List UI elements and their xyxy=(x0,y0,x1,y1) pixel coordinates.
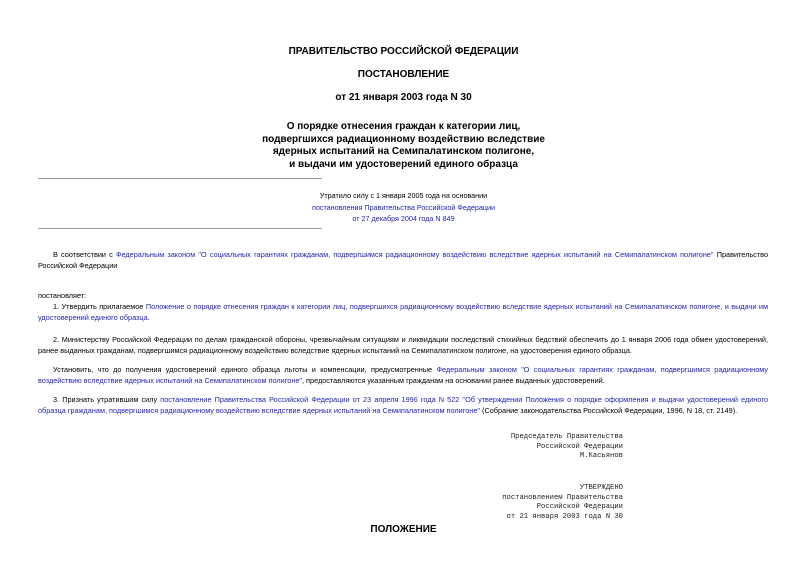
document-title xyxy=(0,121,807,171)
preamble-text-start: В соответствии с xyxy=(53,250,116,259)
status-note xyxy=(200,190,607,225)
regulation-title: ПОЛОЖЕНИЕ xyxy=(370,524,437,535)
repealed-decree-link[interactable]: постановление Правительства Российской Федерации от 23 апреля 1996 года N 522 "Об утверждении Положения о порядке оформления и выдачи удостоверений единого образца гражданам, подвергшимся радиационному воздействию вследствие ядерных испытаний на Семипалатинском полигоне" xyxy=(38,395,769,416)
item-1-text-start: 1. Утвердить прилагаемое xyxy=(53,302,146,311)
regulation-link[interactable]: Положение о порядке отнесения граждан к категории лиц, подвергшихся радиационному воздействию вследствие ядерных испытаний на Семипалатинском полигоне, и выдачи им удостоверений единого образца xyxy=(38,302,768,323)
paragraph-item-1 xyxy=(38,301,768,324)
repeal-decree-link[interactable]: постановления Правительства Российской Федерации xyxy=(311,202,496,212)
item-1-text-end: . xyxy=(147,313,150,323)
paragraph-benefits xyxy=(38,364,768,387)
government-name: ПРАВИТЕЛЬСТВО РОССИЙСКОЙ ФЕДЕРАЦИИ xyxy=(288,46,519,57)
benefits-text-start: Установить, что до получения удостоверений единого образца льготы и компенсации, предусмотренные xyxy=(53,365,437,374)
signature-position: Председатель Правительства xyxy=(510,433,623,441)
repeal-decree-date-link[interactable]: от 27 декабря 2004 года N 849 xyxy=(352,214,455,223)
paragraph-item-3 xyxy=(38,394,768,417)
signature-block xyxy=(511,433,623,462)
federal-law-link[interactable]: Федеральным законом "О социальных гарантиях гражданам, подвергшимся радиационному воздействию вследствие ядерных испытаний на Семипалатинском полигоне" xyxy=(115,250,714,259)
preamble-text-end: Правительство Российской Федерации xyxy=(38,250,769,271)
document-date-number: от 21 января 2003 года N 30 xyxy=(335,92,472,103)
title-line-3: ядерных испытаний на Семипалатинском полигоне, xyxy=(272,146,535,157)
status-note-text: Утратило силу с 1 января 2005 года на основании xyxy=(319,191,488,200)
item-3-text-end: (Собрание законодательства Российской Федерации, 1996, N 18, ст. 2149). xyxy=(479,406,738,416)
approval-by: постановлением Правительства xyxy=(502,493,623,502)
title-line-1: О порядке отнесения граждан к категории лиц, xyxy=(286,121,521,132)
approval-date: от 21 января 2003 года N 30 xyxy=(506,513,623,522)
divider-top xyxy=(38,178,322,179)
approval-word: УТВЕРЖДЕНО xyxy=(579,484,623,492)
document-type: ПОСТАНОВЛЕНИЕ xyxy=(357,69,450,80)
signature-country: Российской Федерации xyxy=(536,442,623,451)
divider-bottom xyxy=(38,228,322,229)
approval-block xyxy=(502,484,623,523)
title-line-2: подвергшихся радиационному воздействию вследствие xyxy=(262,133,545,145)
decrees-word: постановляет: xyxy=(38,291,87,300)
item-3-text-start: 3. Признать утратившим силу xyxy=(53,395,161,404)
paragraph-item-2: 2. Министерству Российской Федерации по делам гражданской обороны, чрезвычайным ситуациям и ликвидации последствий стихийных бедствий обеспечить до 1 января 2006 года обмен удостоверений, ранее выданных гражданам, подвергшимся радиационному воздействию вследствие ядерных испытаний на Семипалатинском полигоне, на удостоверения единого образца. xyxy=(38,335,768,356)
paragraph-preamble xyxy=(38,249,768,272)
benefits-text-end: , предоставляются указанным гражданам на основании ранее выданных удостоверений. xyxy=(302,376,605,386)
approval-country: Российской Федерации xyxy=(536,503,623,512)
title-line-4: и выдачи им удостоверений единого образца xyxy=(289,158,518,170)
federal-law-link-2[interactable]: Федеральным законом "О социальных гарантиях гражданам, подвергшимся радиационному воздействию вследствие ядерных испытаний на Семипалатинском полигоне" xyxy=(38,365,768,386)
signature-name: М.Касьянов xyxy=(579,452,623,461)
